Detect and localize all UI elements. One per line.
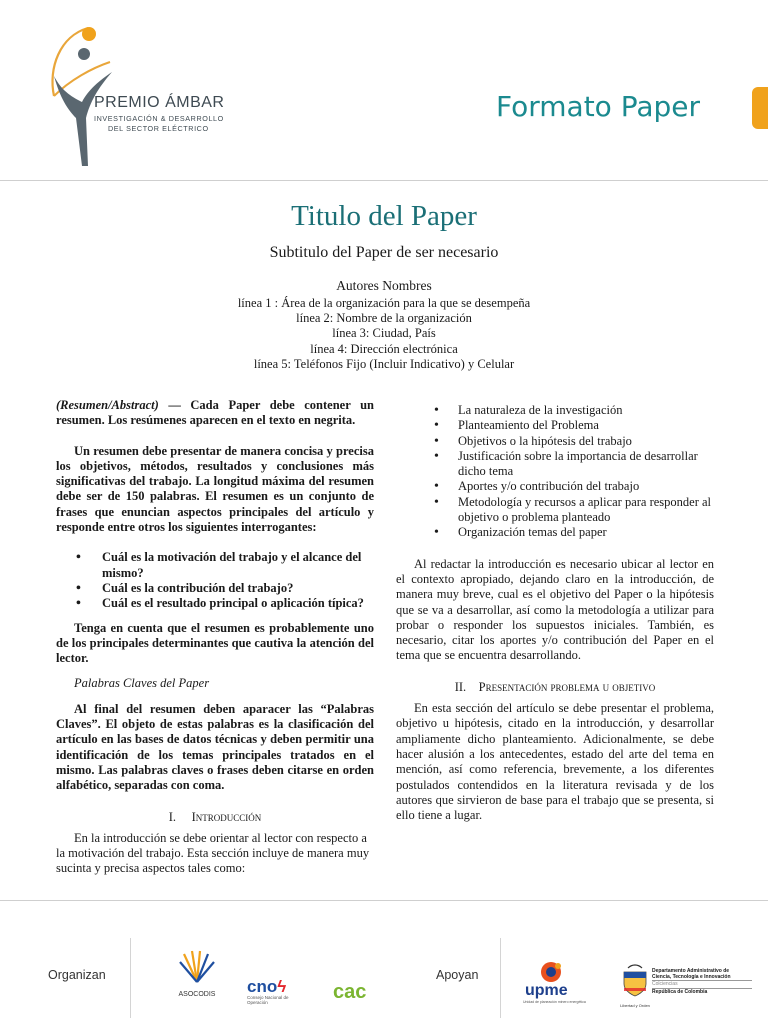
affiliation-line: línea 1 : Área de la organización para la que se desempeña [237,296,531,310]
asocodis-logo [172,948,222,996]
affiliation-line: línea 3: Ciudad, País [332,326,436,341]
list-item: • Planteamiento del Problema [396,418,714,433]
abstract-closing: Tenga en cuenta que el resumen es probablemente uno de los principales determinantes que cautiva la atención del lector. [56,620,374,666]
brand-subtitle-line2: DEL SECTOR ELÉCTRICO [108,124,209,133]
paper-title: Titulo del Paper [291,200,477,232]
paper-subtitle: Subtitulo del Paper de ser necesario [269,244,499,261]
cno-wordmark [247,978,307,995]
list-item: • Organización temas del paper [396,525,714,540]
list-item: • Cuál es el resultado principal o aplicación típica? [56,596,374,611]
cno-subtitle: Consejo Nacional de Operación [247,995,289,1005]
colciencias-line: Departamento Administrativo de [652,968,730,974]
colciencias-block [652,968,752,995]
colciencias-line: República de Colombia [652,988,708,995]
intro-paragraph-2: Al redactar la introducción es necesario ubicar al lector en el contexto apropiado, dejando claro en la introducción, de manera muy breve, cual es el objetivo del Paper o la hipótesis que se va a desarrollar, así como la metodología a utilizar para probar o responder los supuestos iniciales. También, es necesario, citar los aportes y/o contribución del Paper en el tema que se encuentra desarrollando. [396,556,714,663]
footer-separator [130,938,131,1018]
document-footer [0,900,768,1024]
section-number: II. [454,679,467,694]
questions-list [56,550,374,611]
section-number: I. [168,809,176,824]
cac-logo [333,982,381,1008]
abstract-label: (Resumen/Abstract) [56,398,159,412]
upme-subtitle: Unidad de planeación minero energética [523,1000,586,1004]
list-item: • Justificación sobre la importancia de desarrollar dicho tema [396,449,714,480]
abstract-body: Un resumen debe presentar de manera concisa y precisa los objetivos, métodos, resultados y conclusiones más significativas del trabajo. La longitud máxima del resumen debe ser de 150 palabras. El resumen es un conjunto de frases que enuncian aspectos principales del artículo y responde entre otros los siguientes interrogantes: [56,443,374,535]
upme-logo [523,960,586,1006]
apoyan-label: Apoyan [436,968,479,982]
document-header [0,0,768,180]
keywords-text: Al final del resumen deben aparacer las “Palabras Claves”. El objeto de estas palabras es la clasificación del artículo en las bases de datos técnicas y deben permitir una identificación de los temas principales tratados en el mismo. Las palabras claves o frases deben citarse en orden alfabético, separadas con coma. [56,701,374,793]
asocodis-rays-icon [172,948,222,984]
list-item: • Objetivos o la hipótesis del trabajo [396,434,714,449]
list-item: • La naturaleza de la investigación [396,403,714,418]
header-divider [0,180,768,181]
section-title: Introducción [191,809,262,824]
orange-tab-decoration [752,87,768,129]
cac-wordmark: cac [333,981,367,1003]
cno-bolt-icon: ϟ [277,977,287,996]
cno-logo [247,978,307,1008]
list-item: • Metodología y recursos a aplicar para responder al objetivo o problema planteado [396,495,714,526]
section-title: Presentación problema u objetivo [478,679,656,694]
intro-paragraph: En la introducción se debe orientar al lector con respecto a la motivación del trabajo. Esta sección incluye de manera muy sucinta y precisa aspectos tales como: [56,830,370,876]
upme-sun-icon [537,960,565,984]
left-column [56,398,374,877]
affiliation-line: línea 5: Teléfonos Fijo (Incluir Indicativo) y Celular [253,356,515,371]
section-heading-presentacion [396,680,714,695]
affiliation-block [0,296,768,372]
crest-caption: Libertad y Orden [620,1003,650,1008]
keywords-heading: Palabras Claves del Paper [74,676,210,691]
intro-items-list [396,403,714,541]
abstract-paragraph [56,398,374,429]
section-heading-introduccion [56,810,374,825]
affiliation-line: línea 4: Dirección electrónica [310,341,458,356]
abstract-text: — Cada Paper debe contener un resumen. Los resúmenes aparecen en el texto en negrita. [56,398,374,428]
organizan-label: Organizan [48,968,106,982]
footer-separator [500,938,501,1018]
right-column [396,403,714,823]
premio-ambar-logo-icon [40,18,120,168]
colombia-crest [620,964,650,1008]
section2-paragraph: En esta sección del artículo se debe presentar el problema, objetivo u hipótesis, citado en la introducción, y desarrollar ampliamente dicho planteamiento. Adicionalmente, se debe hacer alusión a los antecedentes, estado del arte del tema en mención, así como referencia, brevemente, a los diferentes postulados contendidos en la literatura revisada y de los autores que sirvieron de base para el trabajo que se presenta, si ello tiene a lugar. [396,701,714,823]
upme-wordmark: upme [525,982,568,999]
coat-of-arms-icon [620,964,650,998]
affiliation-line: línea 2: Nombre de la organización [296,311,472,326]
list-item: • Cuál es la contribución del trabajo? [56,581,374,596]
brand-name: PREMIO ÁMBAR [94,94,225,111]
list-item: • Cuál es la motivación del trabajo y el alcance del mismo? [56,550,374,581]
format-title: Formato Paper [496,90,700,123]
colciencias-line: Colciencias [652,980,752,988]
brand-subtitle-line1: INVESTIGACIÓN & DESARROLLO [94,114,224,123]
cno-text: cno [247,977,278,996]
paper-authors: Autores Nombres [336,278,432,293]
footer-divider [0,900,768,901]
list-item: • Aportes y/o contribución del trabajo [396,479,714,494]
colciencias-line: Ciencia, Tecnología e Innovación [652,974,731,981]
asocodis-name: ASOCODIS [178,991,216,998]
